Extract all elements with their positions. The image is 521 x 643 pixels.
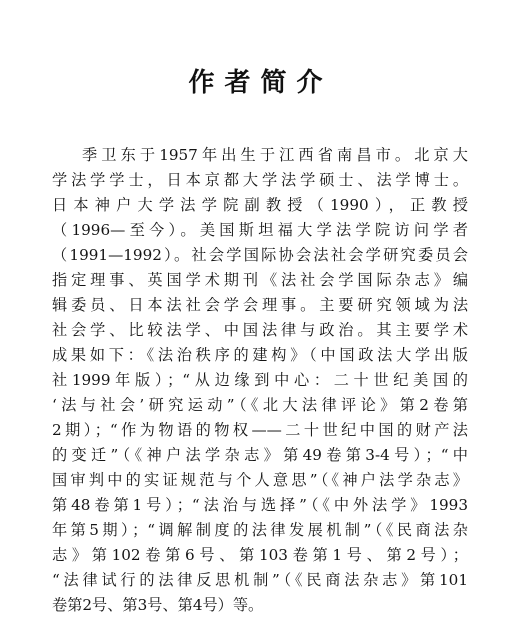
body-line: 季卫东于1957年出生于江西省南昌市。北京大: [82, 146, 468, 164]
body-line: 第48卷第1号）；“法治与选择”（《中外法学》1993: [52, 496, 468, 514]
body-line: 的变迁”（《神户法学杂志》第49卷第3-4号）；“中: [52, 446, 468, 464]
body-line: 成果如下：《法治秩序的建构》（中国政法大学出版: [52, 346, 468, 364]
body-line: “法律试行的法律反思机制”（《民商法杂志》第101: [52, 571, 468, 589]
body-line: ‘法与社会’研究运动”（《北大法律评论》第2卷第: [52, 396, 468, 414]
author-biography: [52, 143, 468, 618]
body-line: 指定理事、英国学术期刊《法社会学国际杂志》编: [52, 271, 468, 289]
body-line: 社1999年版）；“从边缘到中心：二十世纪美国的: [52, 371, 468, 389]
body-line: 2期）；“作为物语的物权——二十世纪中国的财产法: [52, 421, 468, 439]
page-title: 作者简介: [188, 68, 333, 98]
body-line: 志》第102卷第6号、第103卷第1号、第2号）；: [52, 546, 468, 564]
body-line: 社会学、比较法学、中国法律与政治。其主要学术: [52, 321, 468, 339]
body-line: 国审判中的实证规范与个人意思”（《神户法学杂志》: [52, 471, 468, 489]
body-line: 日本神户大学法学院副教授（1990），正教授: [52, 196, 468, 214]
body-line: 卷第2号、第3号、第4号）等。: [52, 596, 264, 614]
body-line: 辑委员、日本法社会学会理事。主要研究领域为法: [52, 296, 468, 314]
body-line: （1991—1992）。社会学国际协会法社会学研究委员会: [52, 246, 468, 264]
body-line: （1996—至今）。美国斯坦福大学法学院访问学者: [52, 221, 468, 239]
body-line: 年第5期）；“调解制度的法律发展机制”（《民商法杂: [52, 521, 468, 539]
body-line: 学法学学士，日本京都大学法学硕士、法学博士。: [52, 171, 468, 189]
